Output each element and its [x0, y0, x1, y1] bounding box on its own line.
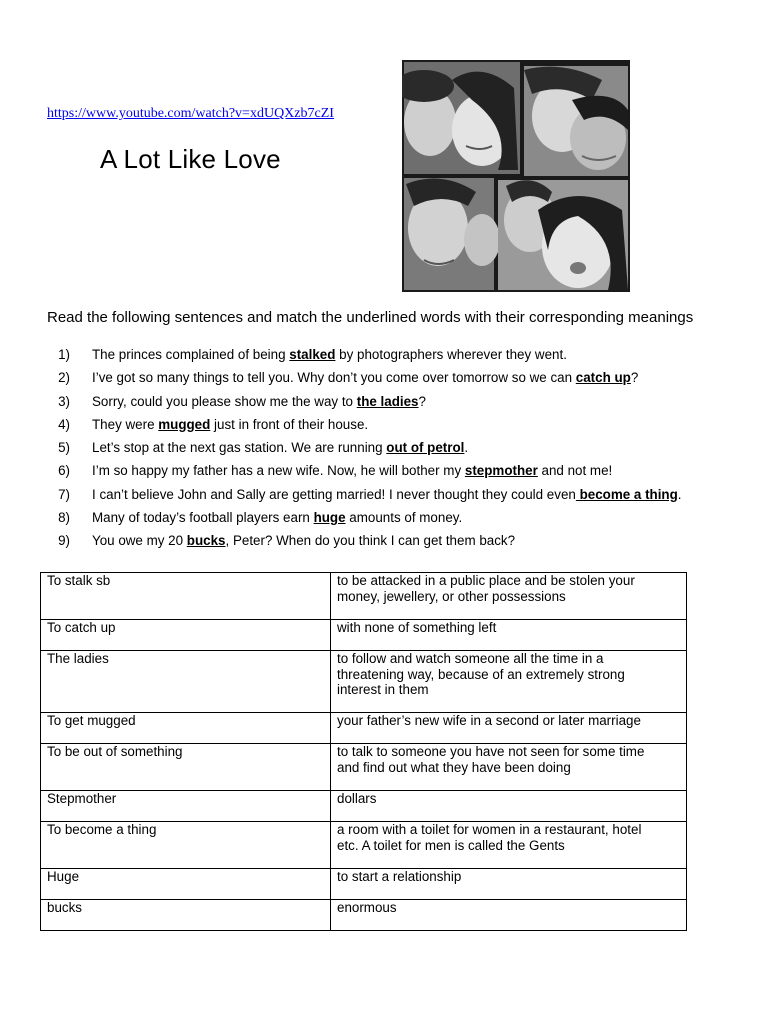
sentence-text	[92, 370, 638, 385]
sentence-text-after: .	[677, 486, 682, 502]
meaning-line: threatening way, because of an extremely strong	[337, 666, 625, 682]
sentence-number: 5)	[58, 440, 70, 456]
matching-table	[40, 572, 687, 931]
meaning-cell	[331, 651, 687, 713]
sentence-text	[92, 463, 612, 478]
sentence-number: 4)	[58, 416, 70, 432]
photo-panel-bottom-left	[404, 178, 500, 290]
term-cell: Stepmother	[41, 791, 331, 822]
meaning-cell	[331, 620, 687, 651]
sentence-number: 8)	[58, 510, 70, 526]
meaning-cell	[331, 869, 687, 900]
underlined-word: become a thing	[575, 486, 678, 502]
term-cell: bucks	[41, 900, 331, 931]
sentence-text-before: I’ve got so many things to tell you. Why don’t you come over tomorrow so we can	[92, 370, 576, 386]
term-cell: To catch up	[41, 620, 331, 651]
sentence-text-before: They were	[92, 416, 159, 432]
meaning-line: to be attacked in a public place and be stolen your	[337, 573, 635, 588]
sentence-text-before: The princes complained of being	[92, 347, 290, 362]
sentence-text	[92, 417, 368, 432]
meaning-line: a room with a toilet for women in a restaurant, hotel	[337, 822, 642, 837]
underlined-word: bucks	[186, 533, 226, 549]
sentence-text-after: ?	[630, 370, 639, 386]
sentence-text-after: .	[464, 440, 469, 456]
sentence-list	[47, 345, 682, 555]
sentence-text-before: I can’t believe John and Sally are getting married! I never thought they could even	[92, 486, 576, 502]
sentence-text-before: Sorry, could you please show me the way to	[92, 393, 357, 409]
meaning-line: etc. A toilet for men is called the Gents	[337, 837, 565, 853]
sentence-text	[92, 533, 515, 548]
sentence-text-before: I’m so happy my father has a new wife. Now, he will bother my	[92, 463, 465, 479]
meaning-cell	[331, 900, 687, 931]
meaning-line: to follow and watch someone all the time in a	[337, 651, 604, 666]
meaning-line: enormous	[337, 900, 397, 915]
sentence-text-after: and not me!	[537, 463, 613, 479]
photo-panel-bottom-right	[498, 180, 628, 290]
meaning-cell	[331, 744, 687, 791]
underlined-word: out of petrol	[386, 440, 465, 456]
meaning-cell	[331, 822, 687, 869]
sentence-text	[92, 394, 426, 409]
sentence-item	[47, 368, 682, 391]
sentence-text-before: Let’s stop at the next gas station. We are running	[92, 440, 387, 456]
meaning-cell	[331, 573, 687, 620]
table-row	[41, 744, 687, 791]
meaning-line: money, jewellery, or other possessions	[337, 588, 566, 604]
sentence-item	[47, 415, 682, 438]
movie-photo-collage	[402, 60, 630, 292]
sentence-item	[47, 345, 682, 368]
underlined-word: huge	[313, 510, 346, 526]
table-row	[41, 651, 687, 713]
underlined-word: stalked	[289, 347, 336, 362]
table-row	[41, 869, 687, 900]
sentence-text-after: by photographers wherever they went.	[335, 347, 567, 362]
sentence-item	[47, 438, 682, 461]
sentence-item	[47, 485, 682, 508]
sentence-text-after: amounts of money.	[345, 510, 463, 526]
term-cell: To be out of something	[41, 744, 331, 791]
instructions-text: Read the following sentences and match the underlined words with their corresponding meanings	[47, 309, 694, 326]
sentence-text-before: Many of today’s football players earn	[92, 510, 314, 526]
youtube-link[interactable]: https://www.youtube.com/watch?v=xdUQXzb7cZI	[47, 106, 334, 121]
term-cell: To become a thing	[41, 822, 331, 869]
meaning-line: to talk to someone you have not seen for some time	[337, 744, 645, 759]
table-row	[41, 573, 687, 620]
meaning-line: and find out what they have been doing	[337, 759, 571, 775]
sentence-text	[92, 440, 468, 455]
sentence-number: 6)	[58, 463, 70, 479]
sentence-number: 9)	[58, 533, 70, 549]
underlined-word: the ladies	[356, 393, 419, 409]
table-row	[41, 620, 687, 651]
table-row	[41, 900, 687, 931]
sentence-text-after: ?	[418, 393, 426, 409]
underlined-word: catch up	[575, 370, 631, 386]
sentence-text-after: just in front of their house.	[210, 416, 369, 432]
sentence-text	[92, 347, 567, 362]
underlined-word: stepmother	[464, 463, 538, 479]
meaning-cell	[331, 713, 687, 744]
meaning-cell	[331, 791, 687, 822]
sentence-item	[47, 461, 682, 484]
meaning-line: your father’s new wife in a second or later marriage	[337, 713, 641, 728]
meaning-line: interest in them	[337, 682, 429, 697]
sentence-text-before: You owe my 20	[92, 533, 187, 549]
sentence-number: 3)	[58, 393, 70, 409]
sentence-text-after: , Peter? When do you think I can get them back?	[225, 533, 516, 549]
term-cell: Huge	[41, 869, 331, 900]
underlined-word: mugged	[158, 416, 211, 432]
sentence-number: 7)	[58, 486, 70, 502]
term-cell: To get mugged	[41, 713, 331, 744]
meaning-line: to start a relationship	[337, 869, 462, 884]
sentence-number: 2)	[58, 370, 70, 386]
table-row	[41, 822, 687, 869]
sentence-text	[92, 510, 462, 525]
photo-panel-top-left	[402, 62, 520, 174]
sentence-item	[47, 531, 682, 554]
table-row	[41, 791, 687, 822]
sentence-item	[47, 508, 682, 531]
meaning-line: with none of something left	[337, 620, 497, 635]
photo-panel-top-right	[524, 66, 628, 176]
sentence-number: 1)	[58, 347, 70, 362]
term-cell: The ladies	[41, 651, 331, 713]
sentence-text	[92, 487, 682, 502]
term-cell: To stalk sb	[41, 573, 331, 620]
sentence-item	[47, 392, 682, 415]
meaning-line: dollars	[337, 791, 377, 806]
page-title: A Lot Like Love	[100, 144, 281, 174]
table-row	[41, 713, 687, 744]
